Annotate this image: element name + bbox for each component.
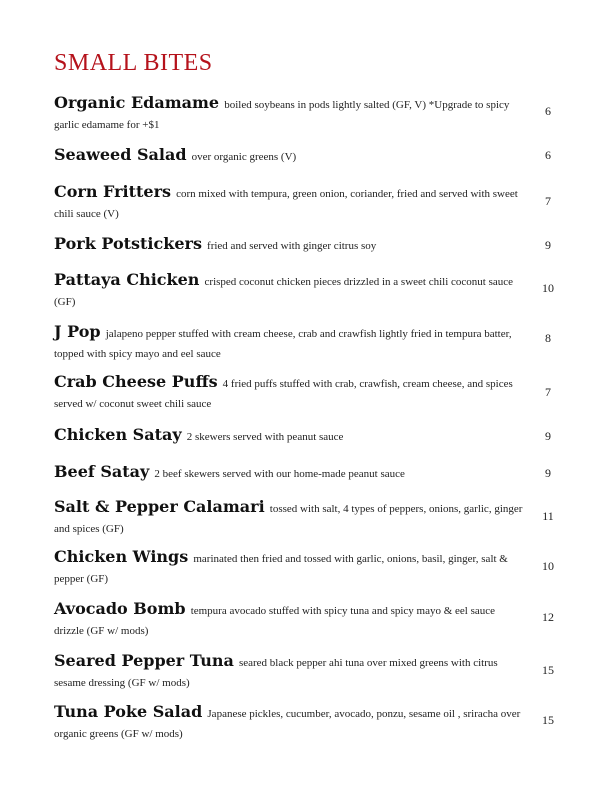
item-description: tempura avocado stuffed with spicy tuna and spicy mayo & eel sauce drizzle (GF w/ mods) [54, 605, 496, 637]
item-name: Seared Pepper Tuna [54, 651, 234, 670]
item-description: jalapeno pepper stuffed with cream cheese, crab and crawfish lightly fried in tempura batter, topped with spicy mayo and eel sauce [54, 328, 512, 360]
item-name: Chicken Satay [54, 425, 182, 444]
item-name: Tuna Poke Salad [54, 702, 203, 721]
item-description: 2 skewers served with peanut sauce [186, 431, 344, 443]
item-description: over organic greens (V) [191, 151, 297, 163]
menu-item-j-pop [54, 323, 526, 363]
item-price: 15 [542, 663, 554, 677]
item-price: 11 [542, 509, 554, 523]
item-description: tossed with salt, 4 types of peppers, onions, garlic, ginger and spices (GF) [54, 503, 523, 535]
item-name: Pattaya Chicken [54, 270, 200, 289]
menu-item-crab-cheese-puffs [54, 373, 526, 413]
item-name: Organic Edamame [54, 93, 220, 112]
item-description: marinated then fried and tossed with garlic, onions, basil, ginger, salt & pepper (GF) [54, 553, 508, 585]
item-name: Avocado Bomb [54, 599, 186, 618]
item-price: 15 [542, 713, 554, 727]
menu-item-pattaya-chicken [54, 271, 526, 311]
menu-item-seared-pepper-tuna [54, 652, 526, 692]
menu-item-tuna-poke-salad [54, 703, 526, 743]
item-price: 12 [542, 610, 554, 624]
item-description: fried and served with ginger citrus soy [207, 240, 377, 252]
menu-item-beef-satay [54, 463, 526, 483]
menu-item-salt-pepper-calamari [54, 498, 526, 538]
item-price: 6 [545, 148, 551, 162]
item-description: 4 fried puffs stuffed with crab, crawfish, cream cheese, and spices served w/ coconut sweet chili sauce [54, 378, 513, 410]
item-name: Seaweed Salad [54, 145, 187, 164]
menu-item-avocado-bomb [54, 600, 526, 640]
item-price: 8 [545, 331, 551, 345]
item-price: 9 [545, 429, 551, 443]
menu-item-chicken-satay [54, 426, 526, 446]
item-price: 9 [545, 466, 551, 480]
menu-item-corn-fritters [54, 183, 526, 223]
item-description: seared black pepper ahi tuna over mixed greens with citrus sesame dressing (GF w/ mods) [54, 657, 498, 689]
item-price: 6 [545, 104, 551, 118]
menu-item-organic-edamame [54, 94, 526, 134]
item-description: Japanese pickles, cucumber, avocado, ponzu, sesame oil , sriracha over organic greens (GF w/ mods) [54, 708, 521, 740]
item-name: J Pop [54, 322, 101, 341]
item-price: 9 [545, 238, 551, 252]
item-name: Crab Cheese Puffs [54, 372, 218, 391]
item-description: 2 beef skewers served with our home-made peanut sauce [154, 468, 405, 480]
item-price: 10 [542, 281, 554, 295]
section-title: SMALL BITES [54, 50, 213, 76]
menu-item-seaweed-salad [54, 146, 526, 166]
menu-item-chicken-wings [54, 548, 526, 588]
item-price: 7 [545, 385, 551, 399]
item-name: Pork Potstickers [54, 234, 202, 253]
item-price: 7 [545, 194, 551, 208]
item-name: Beef Satay [54, 462, 150, 481]
item-description: corn mixed with tempura, green onion, coriander, fried and served with sweet chili sauce (V) [54, 188, 518, 220]
item-price: 10 [542, 559, 554, 573]
menu-item-pork-potstickers [54, 235, 526, 255]
item-name: Salt & Pepper Calamari [54, 497, 265, 516]
item-description: crisped coconut chicken pieces drizzled in a sweet chili coconut sauce (GF) [54, 276, 514, 308]
item-name: Corn Fritters [54, 182, 172, 201]
item-name: Chicken Wings [54, 547, 189, 566]
item-description: boiled soybeans in pods lightly salted (GF, V) *Upgrade to spicy garlic edamame for +$1 [54, 99, 510, 131]
